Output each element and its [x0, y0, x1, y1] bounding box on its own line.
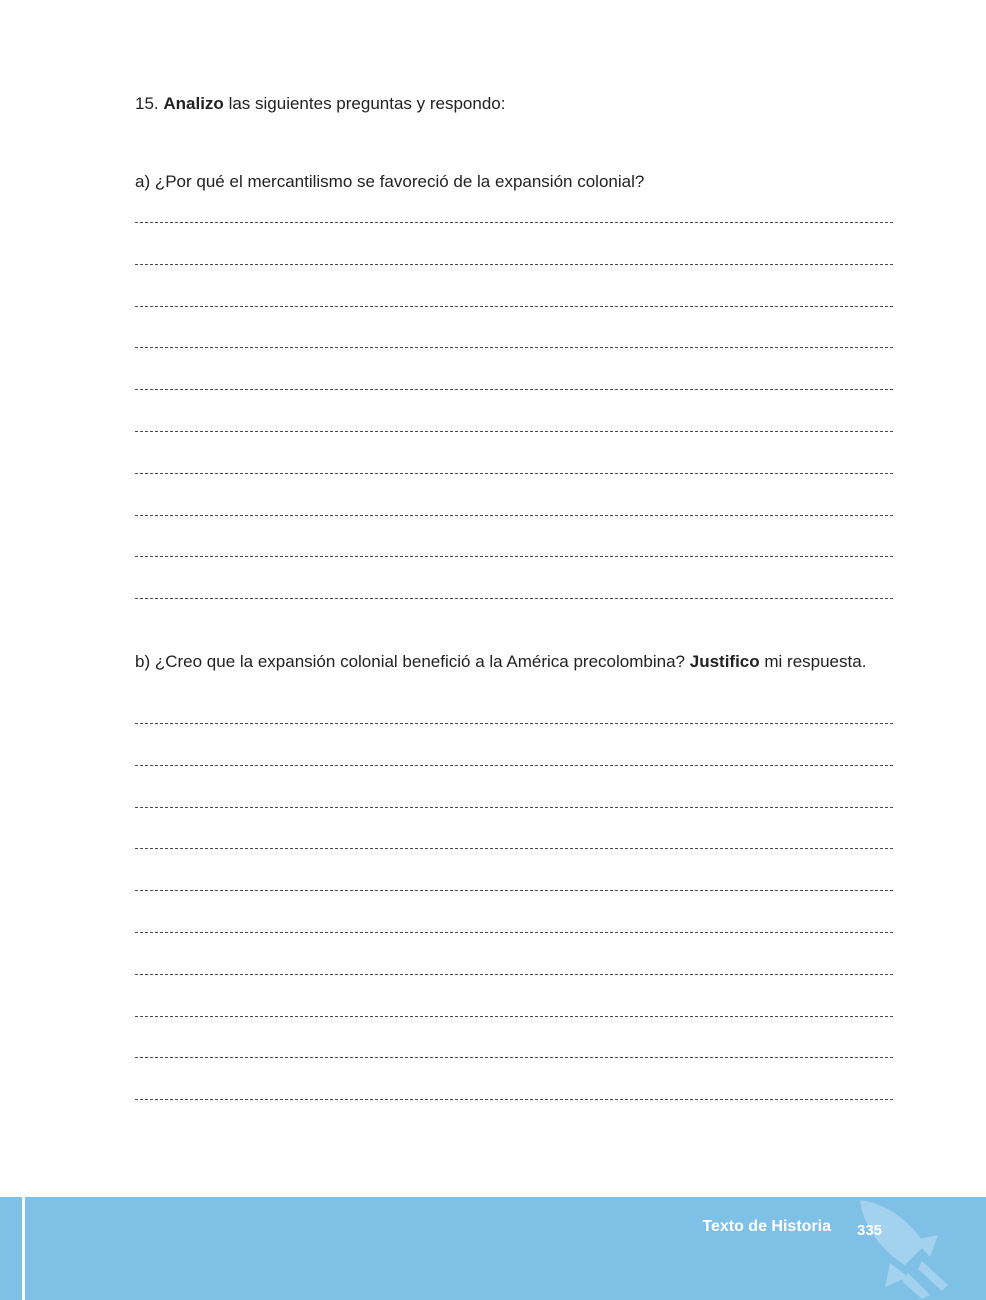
answer-line[interactable]	[135, 515, 893, 516]
exercise-number: 15.	[135, 94, 159, 113]
answer-line[interactable]	[135, 848, 893, 849]
question-b-bold: Justifico	[689, 652, 760, 671]
answer-line[interactable]	[135, 932, 893, 933]
answer-line[interactable]	[135, 222, 893, 223]
answer-line[interactable]	[135, 556, 893, 557]
question-b-suffix: mi respuesta.	[764, 652, 867, 671]
rocket-icon	[830, 1195, 950, 1300]
answer-line[interactable]	[135, 306, 893, 307]
question-b	[135, 650, 866, 674]
answer-line[interactable]	[135, 1099, 893, 1100]
answer-line[interactable]	[135, 389, 893, 390]
answer-line[interactable]	[135, 473, 893, 474]
question-a-text: a) ¿Por qué el mercantilismo se favoreció de la expansión colonial?	[135, 172, 645, 191]
question-b-text: b) ¿Creo que la expansión colonial benefició a la América precolombina?	[135, 652, 685, 671]
exercise-heading	[135, 92, 505, 116]
answer-line[interactable]	[135, 1016, 893, 1017]
answer-line[interactable]	[135, 598, 893, 599]
exercise-instruction: las siguientes preguntas y respondo:	[228, 94, 506, 113]
answer-line[interactable]	[135, 765, 893, 766]
page-number: 335	[857, 1222, 883, 1239]
answer-line[interactable]	[135, 807, 893, 808]
question-a	[135, 170, 644, 194]
exercise-verb: Analizo	[163, 94, 224, 113]
answer-line[interactable]	[135, 890, 893, 891]
answer-line[interactable]	[135, 431, 893, 432]
footer-stripe	[22, 1197, 25, 1300]
answer-line[interactable]	[135, 1057, 893, 1058]
footer-title: Texto de Historia	[702, 1218, 831, 1235]
answer-line[interactable]	[135, 264, 893, 265]
answer-line[interactable]	[135, 347, 893, 348]
answer-line[interactable]	[135, 723, 893, 724]
answer-line[interactable]	[135, 974, 893, 975]
